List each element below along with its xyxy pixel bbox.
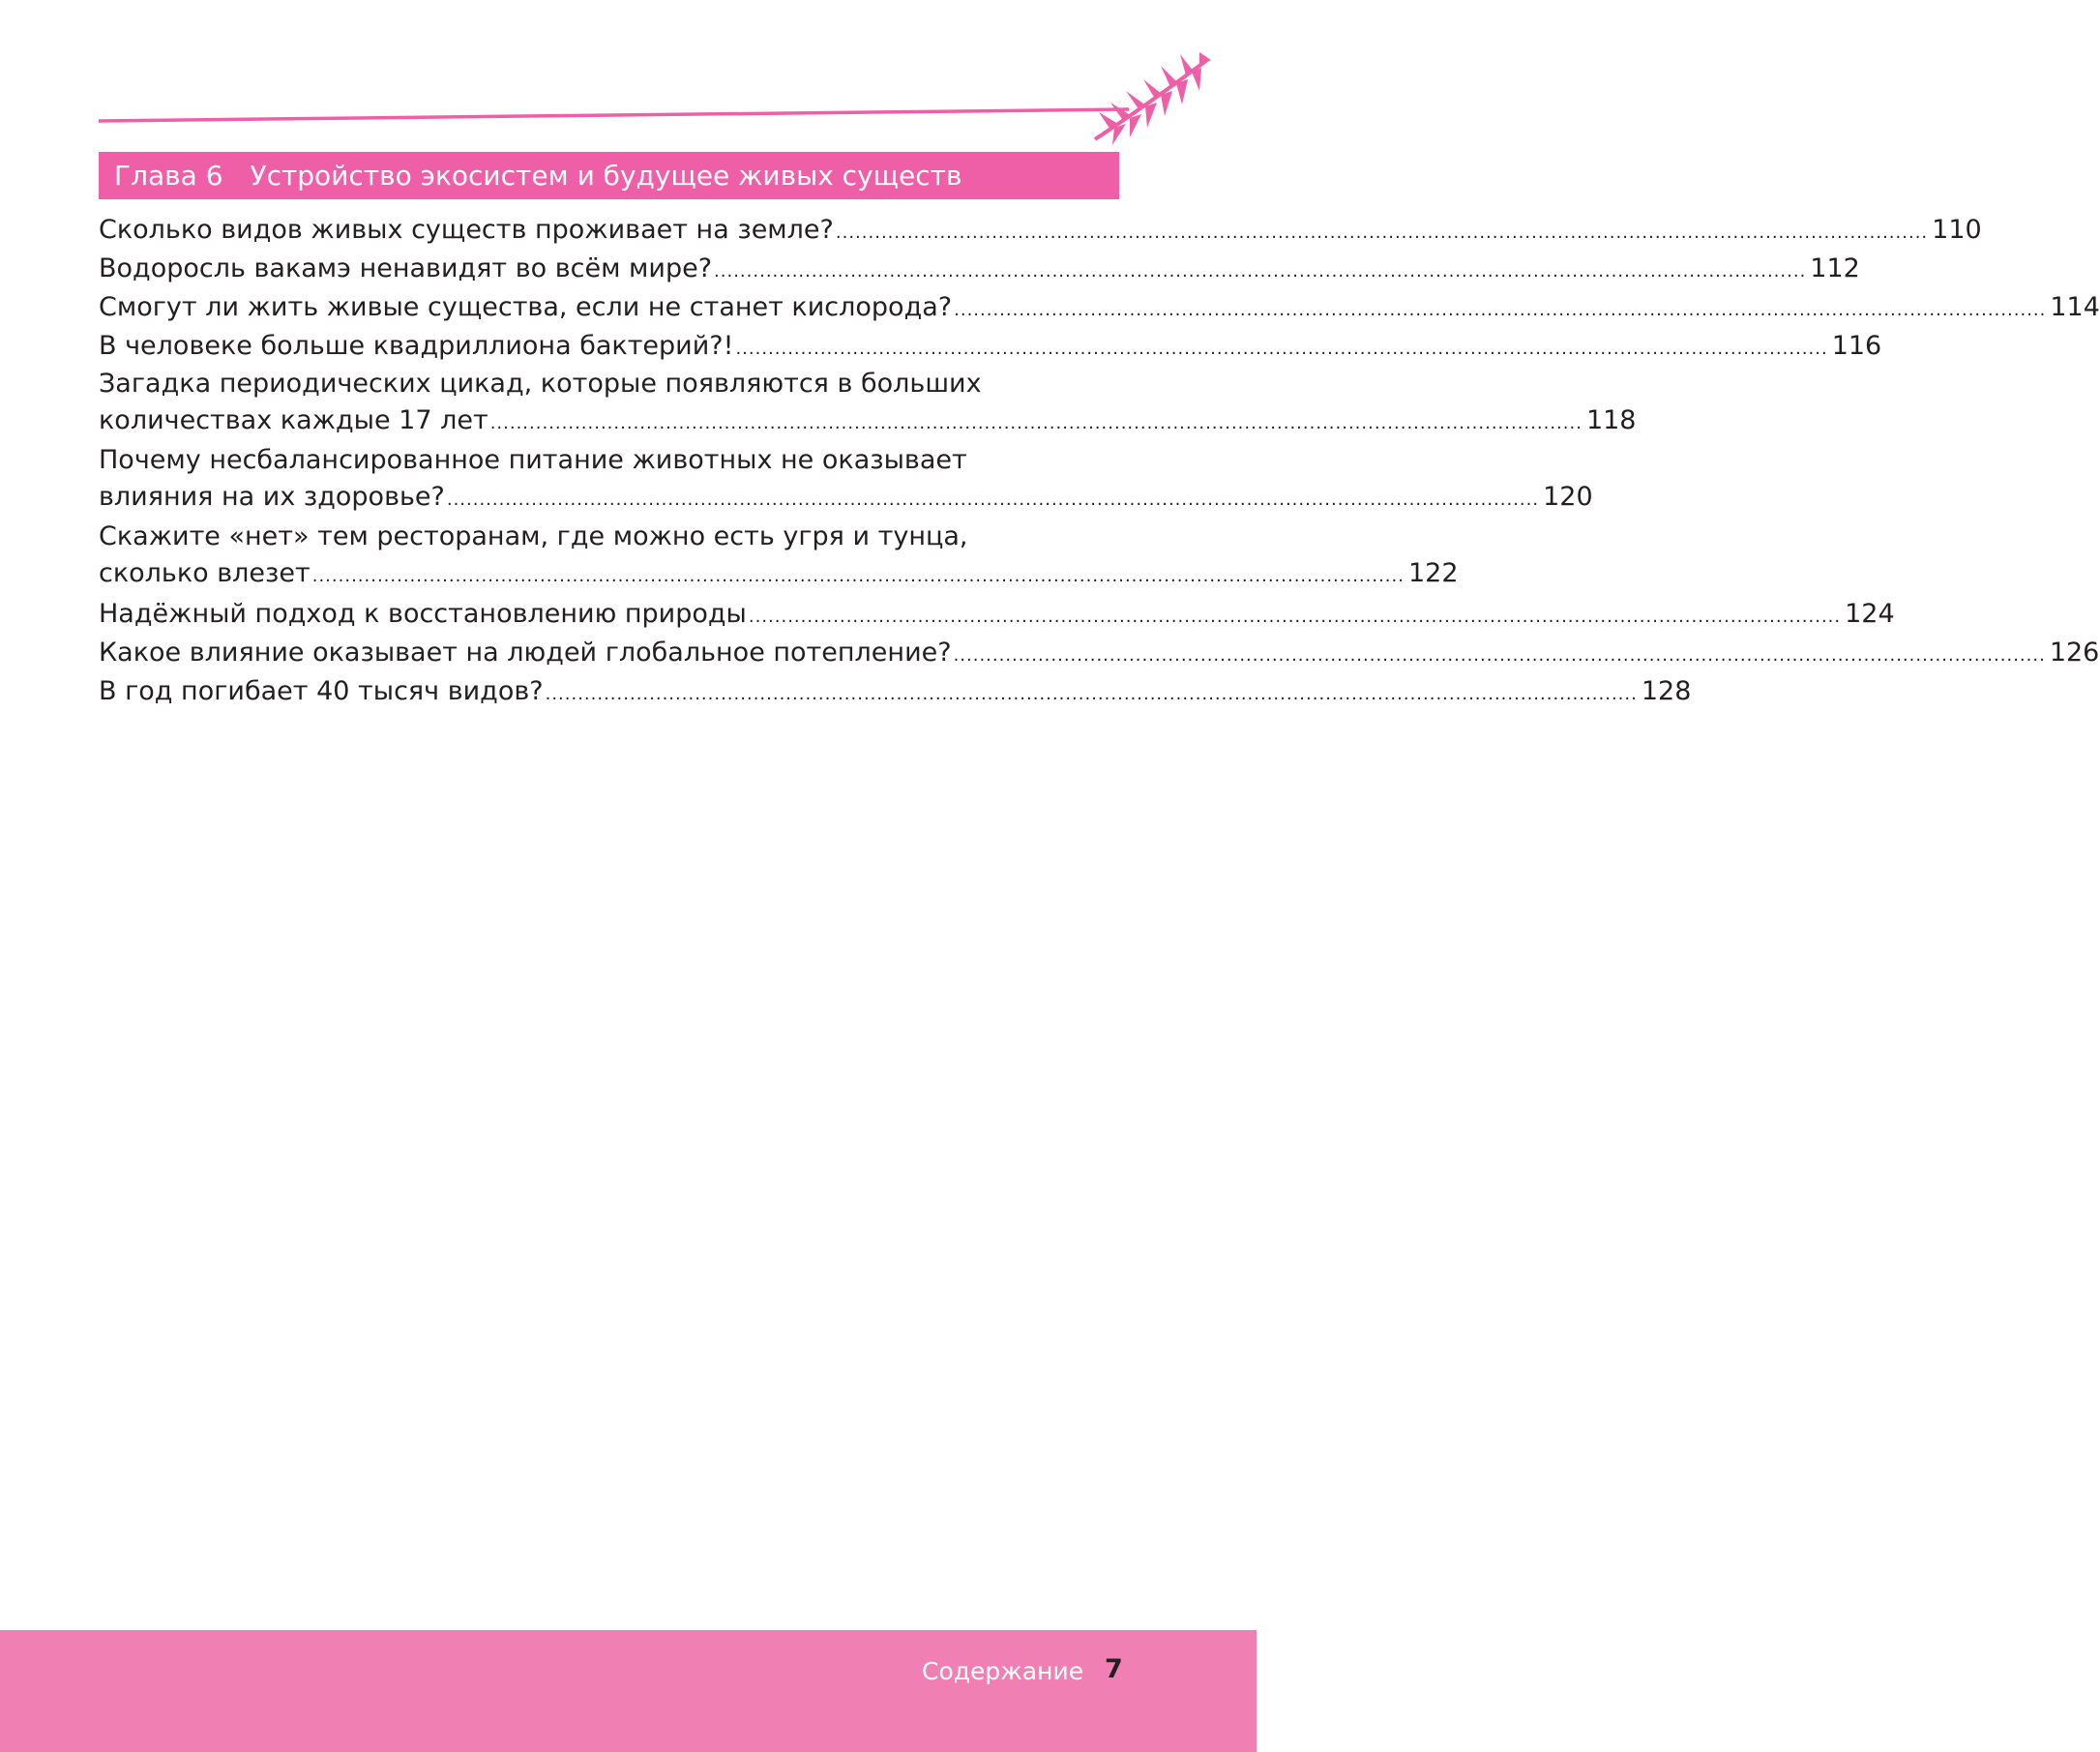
toc-entry-title-line1: Загадка периодических цикад, которые появляются в больших xyxy=(99,369,982,399)
toc-entry[interactable] xyxy=(99,442,1593,519)
toc-entry-title: Смогут ли жить живые существа, если не станет кислорода? xyxy=(99,292,953,322)
toc-page-number: 128 xyxy=(1641,676,1692,706)
toc-entry[interactable] xyxy=(99,519,1459,595)
toc-entry-title: Водоросль вакамэ ненавидят во всём мире? xyxy=(99,253,713,283)
toc-entry-title-line2: сколько влезет xyxy=(99,558,311,588)
toc-page-number: 122 xyxy=(1407,558,1459,588)
toc-entry-title: В год погибает 40 тысяч видов? xyxy=(99,676,544,706)
dot-leader: ........................................................................................................................................................................ xyxy=(835,223,1929,243)
toc-entry[interactable] xyxy=(99,327,1882,366)
page-footer xyxy=(0,1630,1257,1752)
toc-page-number: 124 xyxy=(1845,599,1895,629)
dot-leader: ........................................................................................................................................................................ xyxy=(714,261,1807,282)
toc-entry[interactable] xyxy=(99,211,1982,250)
dot-leader: ........................................................................................................................................................................ xyxy=(953,645,2046,666)
toc-entry[interactable] xyxy=(99,672,1692,711)
toc-page-number: 118 xyxy=(1585,405,1637,435)
toc-entry-title-line1: Скажите «нет» тем ресторанам, где можно есть угря и тунца, xyxy=(99,521,968,551)
dot-leader: ........................................................................................................................................................................ xyxy=(311,566,1405,586)
toc-entry[interactable] xyxy=(99,634,2100,672)
toc-entry-title: Сколько видов живых существ проживает на земле? xyxy=(99,215,834,245)
toc-entry[interactable] xyxy=(99,288,2100,327)
toc-page-number: 114 xyxy=(2050,292,2100,322)
toc-page-number: 116 xyxy=(1831,331,1882,361)
toc-page-number: 112 xyxy=(1810,253,1860,283)
footer-page-number: 7 xyxy=(1105,1654,1123,1684)
footer-section-label: Содержание xyxy=(922,1657,1084,1685)
toc-entry[interactable] xyxy=(99,366,1637,442)
table-of-contents xyxy=(99,211,2100,711)
toc-page-number: 110 xyxy=(1932,215,1982,245)
toc-page-number: 126 xyxy=(2049,638,2100,668)
dot-leader: ........................................................................................................................................................................ xyxy=(446,490,1540,510)
chapter-title: Устройство экосистем и будущее живых существ xyxy=(250,160,962,192)
toc-entry-title-line1: Почему несбалансированное питание животных не оказывает xyxy=(99,445,967,475)
dot-leader: ........................................................................................................................................................................ xyxy=(489,413,1582,433)
toc-entry-title: В человеке больше квадриллиона бактерий?! xyxy=(99,331,734,361)
toc-entry-title: Надёжный подход к восстановлению природы xyxy=(99,599,747,629)
header-divider-line xyxy=(99,0,1182,155)
toc-entry[interactable] xyxy=(99,250,1860,288)
fern-leaf-icon xyxy=(1091,52,1215,145)
dot-leader: ........................................................................................................................................................................ xyxy=(545,684,1638,704)
dot-leader: ........................................................................................................................................................................ xyxy=(748,607,1842,627)
toc-entry[interactable] xyxy=(99,595,1895,634)
toc-entry-title-line2: влияния на их здоровье? xyxy=(99,482,445,512)
dot-leader: ........................................................................................................................................................................ xyxy=(735,339,1828,359)
chapter-heading-bar xyxy=(99,152,1119,199)
toc-entry-title: Какое влияние оказывает на людей глобальное потепление? xyxy=(99,638,952,668)
chapter-number: Глава 6 xyxy=(114,160,223,192)
dot-leader: ........................................................................................................................................................................ xyxy=(954,300,2047,320)
toc-entry-title-line2: количествах каждые 17 лет xyxy=(99,405,488,435)
toc-page-number: 120 xyxy=(1543,482,1593,512)
